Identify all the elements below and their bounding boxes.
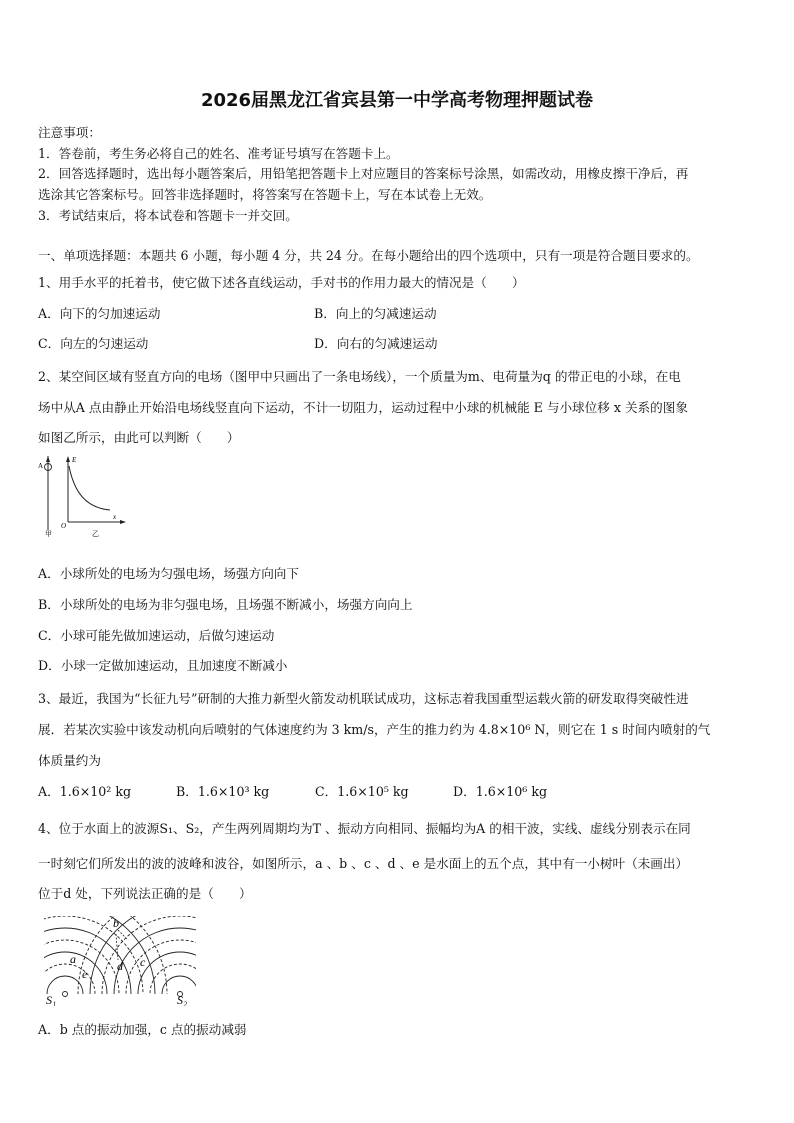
notice-heading: 注意事项： [38,125,101,140]
source-s1-label: S₁ [46,993,57,1006]
q3-option-c: C．1.6×10⁵ kg [315,784,409,799]
fig-label-o: O [61,522,67,530]
fig-label-x: x [113,513,117,521]
fig-label-jia: 甲 [45,530,52,538]
q2-option-d: D．小球一定做加速运动，且加速度不断减小 [38,658,288,673]
e-axis-arrow [66,456,70,462]
q4-option-a: A．b 点的振动加强，c 点的振动减弱 [38,1022,247,1037]
q3-option-d: D．1.6×10⁶ kg [453,784,548,799]
energy-curve [69,466,110,510]
q3-stem-line2: 展．若某次实验中该发动机向后喷射的气体速度约为 3 km/s，产生的推力约为 4.8×10⁶ N，则它在 1 s 时间内喷射的气 [38,722,711,737]
s2-trough-1 [150,964,200,1006]
q1-option-b: B．向上的匀减速运动 [314,306,437,321]
section-heading: 一、单项选择题：本题共 6 小题，每小题 4 分，共 24 分。在每小题给出的四个选项中，只有一项是符合题目要求的。 [38,248,699,263]
notice-item-2-cont: 选涂其它答案标号。回答非选择题时，将答案写在答题卡上，写在本试卷上无效。 [38,187,492,202]
point-a-label: a [70,952,76,966]
notice-item-1: 1．答卷前，考生务必将自己的姓名、准考证号填写在答题卡上。 [38,146,399,161]
point-d-label: d [117,959,123,973]
q3-stem-line1: 3、最近，我国为“长征九号”研制的大推力新型火箭发动机联试成功，这标志着我国重型运载火箭的研发取得突破性进 [38,691,689,706]
fig-label-e: E [72,456,77,464]
q3-option-b: B．1.6×10³ kg [176,784,270,799]
q4-stem-line2: 一时刻它们所发出的波的波峰和波谷，如图所示，a 、b 、c 、d 、e 是水面上的五个点，其中有一小树叶（未画出） [38,856,689,871]
point-b-label: b [113,916,119,930]
field-line-arrow [46,456,50,462]
fig-label-a: A [38,462,44,470]
q4-wave-figure [40,912,200,1006]
q1-option-c: C．向左的匀速运动 [38,336,149,351]
q2-stem-line3: 如图乙所示，由此可以判断（ ） [38,430,240,445]
q3-option-a: A．1.6×10² kg [38,784,132,799]
q1-option-d: D．向右的匀减速运动 [314,336,438,351]
source-s2-label: S₂ [177,993,188,1006]
page-title: 2026届黑龙江省宾县第一中学高考物理押题试卷 [200,90,594,111]
point-c-label: c [140,955,146,969]
q2-option-a: A．小球所处的电场为匀强电场，场强方向向下 [38,566,299,581]
q1-option-a: A．向下的匀加速运动 [38,306,161,321]
q2-stem-line2: 场中从A 点由静止开始沿电场线竖直向下运动，不计一切阻力，运动过程中小球的机械能 E 与小球位移 x 关系的图象 [38,400,688,415]
q2-figure [36,452,130,542]
s2-trough-2 [126,940,200,1006]
notice-item-2: 2．回答选择题时，选出每小题答案后，用铅笔把答题卡上对应题目的答案标号涂黑，如需改动，用橡皮擦干净后，再 [38,166,689,181]
fig-label-yi: 乙 [92,530,99,538]
s1-source-icon [63,992,68,997]
q2-stem-line1: 2、某空间区域有竖直方向的电场（图甲中只画出了一条电场线），一个质量为m、电荷量为q 的带正电的小球，在电 [38,369,681,384]
x-axis-arrow [120,520,126,524]
q2-option-b: B．小球所处的电场为非匀强电场，且场强不断减小，场强方向向上 [38,597,413,612]
q4-stem-line1: 4、位于水面上的波源S₁、S₂，产生两列周期均为T 、振动方向相同、振幅均为A 的相干波，实线、虚线分别表示在同 [38,821,691,836]
q2-option-c: C．小球可能先做加速运动，后做匀速运动 [38,628,275,643]
point-e-label: e [82,967,88,981]
notice-item-3: 3．考试结束后，将本试卷和答题卡一并交回。 [38,208,298,223]
q3-stem-line3: 体质量约为 [38,753,101,768]
q1-stem: 1、用手水平的托着书，使它做下述各直线运动，手对书的作用力最大的情况是（ ） [38,275,525,290]
q4-stem-line3: 位于d 处，下列说法正确的是（ ） [38,886,252,901]
